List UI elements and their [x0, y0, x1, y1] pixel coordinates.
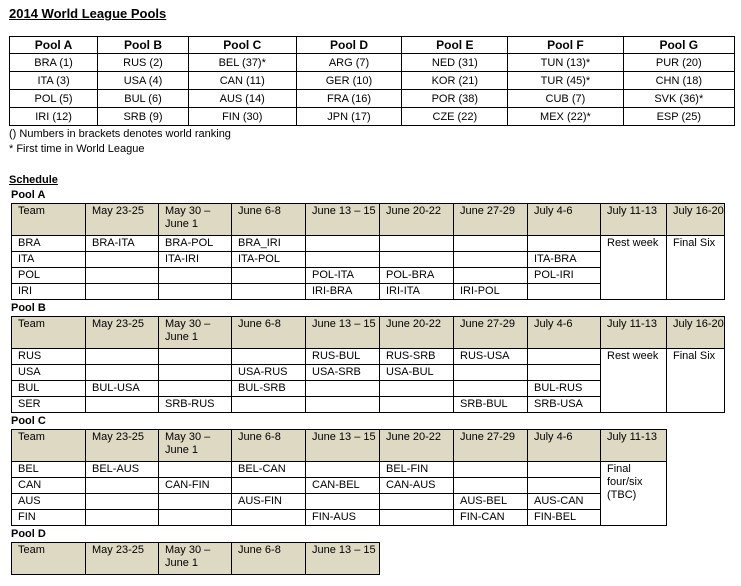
pool-team-cell: POL (5) [10, 90, 98, 108]
pool-column-header: Pool A [10, 37, 98, 54]
team-cell: USA [12, 365, 86, 381]
match-cell: USA-BUL [380, 365, 454, 381]
team-cell: BRA [12, 236, 86, 252]
pool-team-cell: BEL (37)* [188, 54, 296, 72]
match-cell: IRI-POL [454, 284, 528, 300]
first-time-note: * First time in World League [9, 143, 145, 155]
schedule-column-header: Team [12, 430, 86, 462]
july-11-cell: Rest week [601, 236, 667, 300]
match-cell: BEL-CAN [232, 462, 306, 478]
team-cell: RUS [12, 349, 86, 365]
schedule-column-header: June 20-22 [380, 430, 454, 462]
schedule-column-header: June 20-22 [380, 204, 454, 236]
pool-team-cell: USA (4) [98, 72, 189, 90]
ranking-note: () Numbers in brackets denotes world ranking [9, 128, 231, 140]
schedule-column-header: June 27-29 [454, 204, 528, 236]
schedule-row [12, 236, 725, 252]
team-cell: SER [12, 397, 86, 413]
pool-row [10, 90, 735, 108]
match-cell [306, 381, 380, 397]
pool-team-cell: TUN (13)* [508, 54, 623, 72]
pool-column-header: Pool E [402, 37, 508, 54]
schedule-column-header: July 16-20 [667, 317, 725, 349]
match-cell: POL-ITA [306, 268, 380, 284]
pool-column-header: Pool C [188, 37, 296, 54]
match-cell: CAN-FIN [159, 478, 232, 494]
match-cell: BUL-USA [86, 381, 159, 397]
schedule-column-header: May 23-25 [86, 430, 159, 462]
team-cell: AUS [12, 494, 86, 510]
match-cell [159, 462, 232, 478]
team-cell: POL [12, 268, 86, 284]
pool-column-header: Pool F [508, 37, 623, 54]
schedule-column-header: Team [12, 543, 86, 575]
match-cell: BRA-POL [159, 236, 232, 252]
pools-table [9, 36, 735, 126]
pool-d-heading: Pool D [11, 528, 46, 540]
schedule-column-header: May 30 – June 1 [159, 543, 232, 575]
team-cell: ITA [12, 252, 86, 268]
match-cell [454, 381, 528, 397]
pool-column-header: Pool G [623, 37, 734, 54]
match-cell: FIN-CAN [454, 510, 528, 526]
match-cell [232, 268, 306, 284]
july-11-cell: Rest week [601, 349, 667, 413]
schedule-column-header: July 4-6 [528, 317, 601, 349]
pool-row [10, 108, 735, 126]
pool-team-cell: TUR (45)* [508, 72, 623, 90]
match-cell: SRB-BUL [454, 397, 528, 413]
pool-team-cell: RUS (2) [98, 54, 189, 72]
pool-b-heading: Pool B [11, 302, 46, 314]
pool-team-cell: CZE (22) [402, 108, 508, 126]
match-cell: USA-RUS [232, 365, 306, 381]
match-cell: ITA-BRA [528, 252, 601, 268]
match-cell: CAN-BEL [306, 478, 380, 494]
match-cell [380, 510, 454, 526]
match-cell: BUL-SRB [232, 381, 306, 397]
match-cell [454, 268, 528, 284]
pool-team-cell: ARG (7) [296, 54, 402, 72]
july-16-cell: Final Six [667, 236, 725, 300]
schedule-row [12, 478, 667, 494]
schedule-column-header: July 11-13 [601, 317, 667, 349]
match-cell [159, 381, 232, 397]
match-cell [454, 236, 528, 252]
pool-team-cell: ITA (3) [10, 72, 98, 90]
match-cell [380, 252, 454, 268]
pool-team-cell: GER (10) [296, 72, 402, 90]
match-cell [232, 284, 306, 300]
match-cell [528, 236, 601, 252]
july-16-cell: Final Six [667, 349, 725, 413]
schedule-row [12, 494, 667, 510]
pool-a-schedule [11, 203, 725, 300]
match-cell [306, 494, 380, 510]
schedule-column-header: May 30 – June 1 [159, 317, 232, 349]
match-cell [454, 365, 528, 381]
schedule-column-header: June 20-22 [380, 317, 454, 349]
match-cell: IRI-ITA [380, 284, 454, 300]
schedule-row [12, 462, 667, 478]
pool-team-cell: CHN (18) [623, 72, 734, 90]
match-cell [159, 494, 232, 510]
match-cell: RUS-BUL [306, 349, 380, 365]
pool-team-cell: MEX (22)* [508, 108, 623, 126]
match-cell [306, 252, 380, 268]
schedule-column-header: May 23-25 [86, 317, 159, 349]
team-cell: FIN [12, 510, 86, 526]
match-cell: ITA-POL [232, 252, 306, 268]
schedule-row [12, 349, 725, 365]
match-cell [86, 494, 159, 510]
pool-team-cell: NED (31) [402, 54, 508, 72]
schedule-heading: Schedule [9, 174, 58, 186]
pool-team-cell: BRA (1) [10, 54, 98, 72]
match-cell: IRI-BRA [306, 284, 380, 300]
match-cell: AUS-FIN [232, 494, 306, 510]
pool-column-header: Pool B [98, 37, 189, 54]
schedule-header-row [12, 317, 725, 349]
match-cell: FIN-AUS [306, 510, 380, 526]
pool-c-schedule [11, 429, 667, 526]
match-cell: BUL-RUS [528, 381, 601, 397]
schedule-column-header: June 6-8 [232, 204, 306, 236]
pool-b-schedule [11, 316, 725, 413]
match-cell [86, 510, 159, 526]
team-cell: CAN [12, 478, 86, 494]
pool-team-cell: PUR (20) [623, 54, 734, 72]
match-cell [528, 462, 601, 478]
team-cell: IRI [12, 284, 86, 300]
schedule-column-header: May 23-25 [86, 204, 159, 236]
match-cell [306, 462, 380, 478]
match-cell: BRA-ITA [86, 236, 159, 252]
schedule-header-row [12, 543, 380, 575]
schedule-column-header: June 27-29 [454, 317, 528, 349]
match-cell [380, 397, 454, 413]
match-cell: ITA-IRI [159, 252, 232, 268]
pool-team-cell: CAN (11) [188, 72, 296, 90]
match-cell [86, 478, 159, 494]
team-cell: BUL [12, 381, 86, 397]
pool-c-heading: Pool C [11, 415, 46, 427]
pool-team-cell: SVK (36)* [623, 90, 734, 108]
match-cell [528, 478, 601, 494]
schedule-column-header: May 30 – June 1 [159, 430, 232, 462]
match-cell: RUS-SRB [380, 349, 454, 365]
schedule-column-header: May 23-25 [86, 543, 159, 575]
match-cell: SRB-RUS [159, 397, 232, 413]
schedule-column-header: July 11-13 [601, 204, 667, 236]
match-cell [159, 510, 232, 526]
match-cell [232, 397, 306, 413]
match-cell [528, 349, 601, 365]
match-cell [306, 236, 380, 252]
match-cell [159, 365, 232, 381]
match-cell [454, 462, 528, 478]
schedule-column-header: July 4-6 [528, 204, 601, 236]
match-cell: POL-BRA [380, 268, 454, 284]
match-cell [454, 478, 528, 494]
match-cell [86, 284, 159, 300]
pool-team-cell: BUL (6) [98, 90, 189, 108]
schedule-column-header: June 13 – 15 [306, 317, 380, 349]
match-cell [86, 365, 159, 381]
match-cell [159, 349, 232, 365]
match-cell: POL-IRI [528, 268, 601, 284]
pool-team-cell: POR (38) [402, 90, 508, 108]
match-cell: BEL-AUS [86, 462, 159, 478]
pool-row [10, 72, 735, 90]
schedule-column-header: Team [12, 317, 86, 349]
match-cell: AUS-CAN [528, 494, 601, 510]
schedule-column-header: June 6-8 [232, 317, 306, 349]
match-cell [528, 365, 601, 381]
match-cell [306, 397, 380, 413]
pool-team-cell: FRA (16) [296, 90, 402, 108]
match-cell: RUS-USA [454, 349, 528, 365]
pool-team-cell: FIN (30) [188, 108, 296, 126]
pool-team-cell: IRI (12) [10, 108, 98, 126]
schedule-column-header: June 27-29 [454, 430, 528, 462]
schedule-column-header: May 30 – June 1 [159, 204, 232, 236]
pool-team-cell: AUS (14) [188, 90, 296, 108]
schedule-column-header: June 13 – 15 [306, 430, 380, 462]
pool-team-cell: SRB (9) [98, 108, 189, 126]
pool-column-header: Pool D [296, 37, 402, 54]
schedule-header-row [12, 430, 667, 462]
match-cell: FIN-BEL [528, 510, 601, 526]
match-cell [232, 510, 306, 526]
team-cell: BEL [12, 462, 86, 478]
schedule-column-header: July 16-20 [667, 204, 725, 236]
schedule-column-header: June 13 – 15 [306, 543, 380, 575]
match-cell: USA-SRB [306, 365, 380, 381]
pool-a-heading: Pool A [11, 189, 46, 201]
match-cell [528, 284, 601, 300]
schedule-column-header: June 6-8 [232, 543, 306, 575]
match-cell [380, 494, 454, 510]
pool-row [10, 54, 735, 72]
schedule-column-header: June 13 – 15 [306, 204, 380, 236]
match-cell [380, 381, 454, 397]
match-cell [454, 252, 528, 268]
pool-d-schedule [11, 542, 380, 575]
schedule-column-header: July 11-13 [601, 430, 667, 462]
schedule-header-row [12, 204, 725, 236]
schedule-column-header: July 4-6 [528, 430, 601, 462]
match-cell [380, 236, 454, 252]
match-cell [86, 268, 159, 284]
pool-team-cell: KOR (21) [402, 72, 508, 90]
schedule-row [12, 510, 667, 526]
july-11-cell: Final four/six (TBC) [601, 462, 667, 526]
match-cell [232, 478, 306, 494]
match-cell: BEL-FIN [380, 462, 454, 478]
page-title: 2014 World League Pools [9, 6, 167, 21]
pool-team-cell: JPN (17) [296, 108, 402, 126]
match-cell [232, 349, 306, 365]
schedule-column-header: June 6-8 [232, 430, 306, 462]
match-cell [159, 268, 232, 284]
match-cell: AUS-BEL [454, 494, 528, 510]
pool-team-cell: ESP (25) [623, 108, 734, 126]
match-cell: CAN-AUS [380, 478, 454, 494]
pool-team-cell: CUB (7) [508, 90, 623, 108]
match-cell [86, 397, 159, 413]
match-cell [86, 252, 159, 268]
match-cell: BRA_IRI [232, 236, 306, 252]
schedule-column-header: Team [12, 204, 86, 236]
match-cell: SRB-USA [528, 397, 601, 413]
match-cell [86, 349, 159, 365]
match-cell [159, 284, 232, 300]
